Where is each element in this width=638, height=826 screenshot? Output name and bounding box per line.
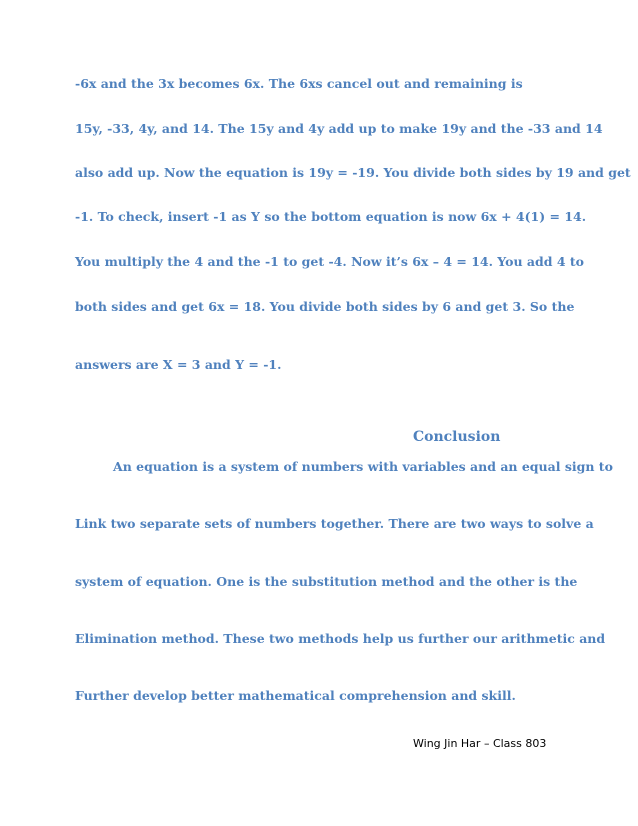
paragraph-2-line-4: Elimination method. These two methods help us further our arithmetic and [75, 631, 606, 646]
paragraph-1-line-1: -6x and the 3x becomes 6x. The 6xs cancel out and remaining is [75, 76, 523, 91]
paragraph-2-line-5: Further develop better mathematical comprehension and skill. [75, 688, 516, 703]
author-class-footer: Wing Jin Har – Class 803 [413, 737, 547, 750]
conclusion-heading: Conclusion [413, 429, 501, 445]
paragraph-1-line-6: both sides and get 6x = 18. You divide both sides by 6 and get 3. So the [75, 299, 575, 314]
paragraph-2-line-2: Link two separate sets of numbers together. There are two ways to solve a [75, 516, 594, 531]
paragraph-2-line-3: system of equation. One is the substitution method and the other is the [75, 574, 578, 589]
paragraph-2-line-1: An equation is a system of numbers with variables and an equal sign to [113, 459, 613, 474]
paragraph-1-line-3: also add up. Now the equation is 19y = -19. You divide both sides by 19 and get [75, 165, 631, 180]
paragraph-1-line-2: 15y, -33, 4y, and 14. The 15y and 4y add up to make 19y and the -33 and 14 [75, 121, 603, 136]
paragraph-1-line-7: answers are X = 3 and Y = -1. [75, 357, 282, 372]
paragraph-1-line-5: You multiply the 4 and the -1 to get -4. Now it’s 6x – 4 = 14. You add 4 to [75, 254, 584, 269]
paragraph-1-line-4: -1. To check, insert -1 as Y so the bottom equation is now 6x + 4(1) = 14. [75, 209, 587, 224]
